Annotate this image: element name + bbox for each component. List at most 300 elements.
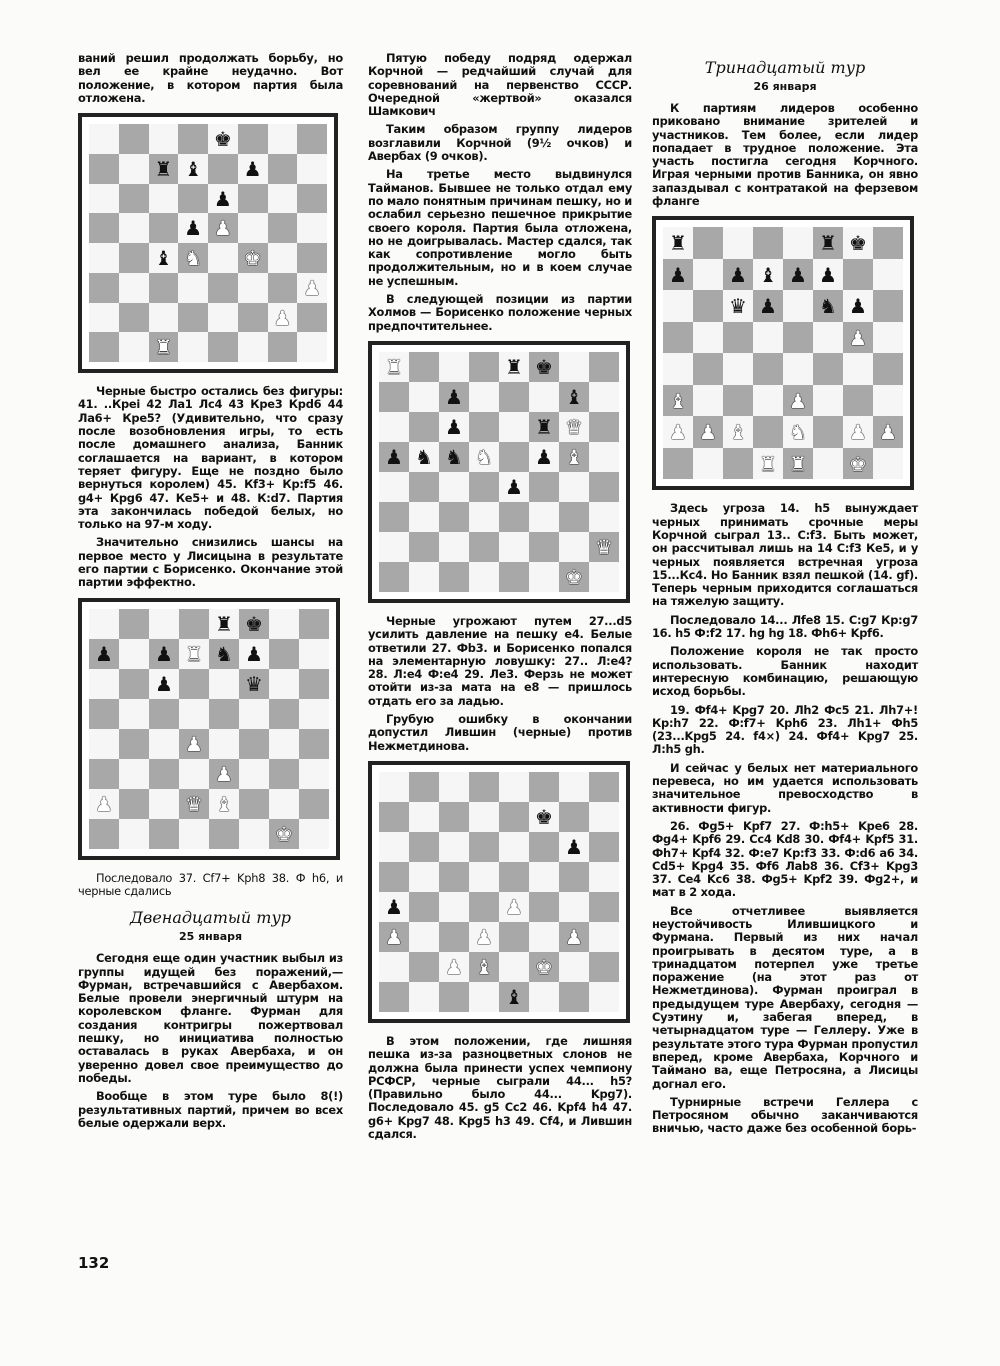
board-square (813, 448, 843, 480)
board-square (723, 385, 753, 417)
board-square (873, 353, 903, 385)
board-square (693, 259, 723, 291)
board-square (723, 448, 753, 480)
chess-diagram (368, 761, 630, 1023)
board-square (149, 154, 179, 184)
board-square (209, 699, 239, 729)
board-square (238, 154, 268, 184)
board-square (297, 184, 327, 214)
board-square (119, 759, 149, 789)
board-square (299, 669, 329, 699)
board-square (89, 213, 119, 243)
chess-piece-icon: ♜ (385, 354, 403, 379)
board-square (409, 772, 439, 802)
board-square (663, 290, 693, 322)
board-square (89, 184, 119, 214)
board-square (297, 303, 327, 333)
board-square (589, 922, 619, 952)
board-square (783, 353, 813, 385)
board-square (693, 322, 723, 354)
board-square (469, 982, 499, 1012)
board-square (589, 472, 619, 502)
chess-piece-icon: ♟ (475, 924, 493, 949)
chess-piece-icon: ♚ (275, 821, 293, 846)
board-square (239, 639, 269, 669)
board-square (268, 303, 298, 333)
board-square (149, 669, 179, 699)
board-square (469, 892, 499, 922)
board-square (439, 862, 469, 892)
chess-piece-icon: ♟ (565, 924, 583, 949)
board-square (693, 448, 723, 480)
board-square (238, 273, 268, 303)
board-square (559, 562, 589, 592)
chess-piece-icon: ♟ (385, 924, 403, 949)
board-square (693, 290, 723, 322)
section-title: Двенадцатый тур (130, 908, 291, 928)
board-square (89, 819, 119, 849)
chess-piece-icon: ♟ (505, 894, 523, 919)
board-square (559, 832, 589, 862)
chess-piece-icon: ♟ (849, 294, 867, 319)
board-square (178, 184, 208, 214)
board-square (409, 562, 439, 592)
board-square (559, 862, 589, 892)
chess-piece-icon: ♟ (879, 420, 897, 445)
chess-piece-icon: ♟ (505, 474, 523, 499)
chess-piece-icon: ♟ (243, 156, 262, 181)
board-square (379, 352, 409, 382)
chess-piece-icon: ♟ (213, 216, 232, 241)
board-square (499, 382, 529, 412)
board-square (268, 154, 298, 184)
chess-piece-icon: ♟ (759, 294, 777, 319)
chess-piece-icon: ♜ (185, 641, 203, 666)
board-square (439, 922, 469, 952)
column-1 (78, 52, 343, 1135)
board-square (208, 303, 238, 333)
chess-piece-icon: ♟ (445, 954, 463, 979)
paragraph: Черные быстро остались без фигуры: 41. ..Креі 42 Ла1 Лс4 43 Кре3 Крd6 44 Ла6+ Кре5? (Удивительно, что сразу после возобновления игры, то есть после домашнего анализа, Банник соглашается на вариант, в котором теряет фигуру. Еще не поздно было вернуться королем) 45. Кf3+ Кр:f5 46. g4+ Крg6 47. Ке5+ и 48. К:d7. Партия эта закончилась победой белых, но только на 97-м ходу. (78, 384, 343, 532)
board-square (559, 472, 589, 502)
board-square (589, 802, 619, 832)
board-square (529, 532, 559, 562)
board-square (299, 639, 329, 669)
board-square (238, 213, 268, 243)
board-square (559, 532, 589, 562)
board-square (529, 472, 559, 502)
board-square (239, 609, 269, 639)
board-square (873, 227, 903, 259)
paragraph: Таким образом группу лидеров возглавили Корчной (9½ очков) и Авербах (9 очков). (368, 122, 632, 164)
board-square (783, 227, 813, 259)
chess-piece-icon: ♟ (273, 305, 292, 330)
chess-piece-icon: ♛ (729, 294, 747, 319)
chess-piece-icon: ♟ (385, 894, 403, 919)
board-square (209, 759, 239, 789)
board-square (89, 124, 119, 154)
board-square (297, 273, 327, 303)
board-square (439, 352, 469, 382)
board-square (529, 892, 559, 922)
board-square (297, 332, 327, 362)
chess-piece-icon: ♝ (729, 420, 747, 445)
board-square (589, 952, 619, 982)
board-square (89, 609, 119, 639)
chess-piece-icon: ♝ (759, 262, 777, 287)
chess-piece-icon: ♚ (535, 954, 553, 979)
board-square (529, 502, 559, 532)
board-square (208, 243, 238, 273)
chess-piece-icon: ♟ (185, 731, 203, 756)
chess-piece-icon: ♚ (213, 127, 232, 152)
paragraph: Черные угрожают путем 27...d5 усилить давление на пешку е4. Белые ответили 27. Фb3. и Борисенко попался на элементарную ловушку: 27.. Л:е4? 28. Л:е4 Ф:е4 29. Ле3. Ферзь не может отойти из-за мата на е8 — пришлось отдать его за ладью. (368, 613, 632, 708)
chess-piece-icon: ♝ (154, 246, 173, 271)
chess-piece-icon: ♛ (595, 534, 613, 559)
chess-piece-icon: ♟ (445, 384, 463, 409)
board-square (589, 832, 619, 862)
board-square (589, 982, 619, 1012)
board-square (499, 802, 529, 832)
column-3 (652, 52, 918, 1141)
board-square (873, 385, 903, 417)
chess-piece-icon: ♜ (819, 231, 837, 256)
board-square (529, 832, 559, 862)
board-square (178, 124, 208, 154)
board-square (439, 502, 469, 532)
board-square (559, 442, 589, 472)
board-square (89, 669, 119, 699)
board-square (559, 952, 589, 982)
board-square (238, 243, 268, 273)
board-square (119, 639, 149, 669)
chess-piece-icon: ♟ (669, 420, 687, 445)
board-square (179, 789, 209, 819)
chess-piece-icon: ♟ (155, 671, 173, 696)
board-square (409, 442, 439, 472)
board-square (439, 382, 469, 412)
paragraph: Все отчетливее выявляется неустойчивость Илившицкого и Фурмана. Первый из них начал проигрывать в десятом туре, а в тринадцатом потерпел уже третье поражение (на этот раз от Нежметдинова). Фурман проиграл в предыдущем туре Авербаху, сегодня — Суэтину и, забегая вперед, в четырнадцатом туре — Геллеру. Уже в результате этого тура Фурман пропустил вперед, кроме Авербаха, Корчного и Таймано ва, еще Петросяна, а Лисицы догнал его. (652, 903, 918, 1091)
board-square (589, 442, 619, 472)
chess-piece-icon: ♞ (475, 444, 493, 469)
board-square (753, 290, 783, 322)
board-square (297, 213, 327, 243)
board-square (239, 819, 269, 849)
board-square (297, 154, 327, 184)
board-square (297, 124, 327, 154)
chess-piece-icon: ♟ (849, 420, 867, 445)
board-square (149, 124, 179, 154)
board-square (499, 922, 529, 952)
board-square (299, 759, 329, 789)
board-square (299, 819, 329, 849)
board-square (119, 303, 149, 333)
board-square (753, 416, 783, 448)
paragraph: ваний решил продолжать борьбу, но вел ее крайне неудачно. Вот положение, в котором партия была отложена. (78, 51, 343, 105)
chess-piece-icon: ♟ (95, 641, 113, 666)
board-square (589, 532, 619, 562)
board-square (208, 332, 238, 362)
chess-piece-icon: ♟ (303, 275, 322, 300)
board-square (179, 699, 209, 729)
board-square (843, 448, 873, 480)
chess-piece-icon: ♟ (789, 388, 807, 413)
board-square (268, 184, 298, 214)
board-square (379, 502, 409, 532)
board-square (239, 759, 269, 789)
board-square (379, 832, 409, 862)
board-square (723, 322, 753, 354)
board-square (269, 639, 299, 669)
paragraph: 19. Фf4+ Kpg7 20. Лh2 Фc5 21. Лh7+! Кр:h7 22. Ф:f7+ Kph6 23. Лh1+ Фh5 (23...Kpg5 24. f4×) 24. Фf4+ Kpg7 25. Л:h5 gh. (652, 702, 918, 757)
board-square (783, 416, 813, 448)
board-square (119, 154, 149, 184)
board-square (529, 382, 559, 412)
board-square (89, 303, 119, 333)
board-square (873, 416, 903, 448)
chess-piece-icon: ♟ (213, 186, 232, 211)
board-square (149, 213, 179, 243)
chess-piece-icon: ♚ (849, 451, 867, 476)
board-square (559, 982, 589, 1012)
paragraph: Последовало 14... Лfe8 15. С:g7 Кр:g7 16. h5 Ф:f2 17. hg hg 18. Фh6+ Kpf6. (652, 612, 918, 641)
board-square (119, 273, 149, 303)
board-square (783, 290, 813, 322)
chess-piece-icon: ♝ (215, 791, 233, 816)
chess-piece-icon: ♜ (789, 451, 807, 476)
board-square (663, 259, 693, 291)
board-square (379, 412, 409, 442)
board-square (119, 184, 149, 214)
board-square (179, 609, 209, 639)
board-square (149, 789, 179, 819)
board-square (469, 772, 499, 802)
board-square (409, 352, 439, 382)
board-square (178, 243, 208, 273)
board-square (589, 382, 619, 412)
chess-piece-icon: ♚ (243, 246, 262, 271)
board-square (299, 729, 329, 759)
chess-piece-icon: ♟ (445, 414, 463, 439)
board-square (119, 789, 149, 819)
paragraph: В этом положении, где лишняя пешка из-за разноцветных слонов не должна была принести успех чемпиону РСФСР, черные сыграли 44... h5? (Правильно было 44... Kpg7). Последовало 45. g5 Cc2 46. Kpf4 h4 47. g6+ Kpg7 48. Kpg5 h3 49. Cf4, и Лившин сдался. (368, 1033, 632, 1141)
board-square (469, 502, 499, 532)
board-square (178, 303, 208, 333)
board-square (469, 802, 499, 832)
chess-piece-icon: ♝ (565, 384, 583, 409)
paragraph: Вообще в этом туре было 8(!) результативных партий, причем во всех белые одержали верх. (78, 1089, 343, 1130)
board-square (753, 259, 783, 291)
chess-diagram (78, 598, 340, 860)
board-square (753, 385, 783, 417)
board-square (299, 789, 329, 819)
board-square (723, 227, 753, 259)
board-square (813, 259, 843, 291)
section-date: 26 января (753, 80, 817, 93)
chess-piece-icon: ♜ (215, 611, 233, 636)
board-square (149, 609, 179, 639)
board-square (119, 819, 149, 849)
board-square (873, 448, 903, 480)
board-square (409, 832, 439, 862)
paragraph: Последовало 37. Cf7+ Kph8 38. Ф h6, и черные сдались (78, 870, 343, 898)
board-square (119, 699, 149, 729)
board-square (529, 862, 559, 892)
chess-diagram (368, 341, 630, 603)
board-square (89, 699, 119, 729)
board-square (753, 448, 783, 480)
board-square (529, 562, 559, 592)
board-square (209, 789, 239, 819)
board-square (439, 532, 469, 562)
board-square (439, 412, 469, 442)
board-square (209, 609, 239, 639)
board-square (843, 416, 873, 448)
board-square (663, 353, 693, 385)
board-square (179, 819, 209, 849)
paragraph: И сейчас у белых нет материального перевеса, но им удается использовать значительное превосходство в активности фигур. (652, 760, 918, 815)
page-number: 132 (78, 1254, 110, 1272)
board-square (873, 290, 903, 322)
board-square (379, 442, 409, 472)
board-square (299, 609, 329, 639)
paragraph: К партиям лидеров особенно приковано внимание зрителей и участников. Тем более, если лидер попадает в трудное положение. Эта участь постигла сегодня Корчного. Играя черными против Банника, он явно запаздывал с контратакой на ферзевом фланге (652, 101, 918, 209)
board-square (149, 729, 179, 759)
board-square (89, 789, 119, 819)
board-square (409, 922, 439, 952)
chess-piece-icon: ♟ (535, 444, 553, 469)
board-square (439, 952, 469, 982)
board-square (693, 227, 723, 259)
board-square (409, 802, 439, 832)
board-square (499, 892, 529, 922)
board-square (209, 639, 239, 669)
board-square (469, 382, 499, 412)
board-square (409, 472, 439, 502)
board-square (89, 729, 119, 759)
board-square (559, 352, 589, 382)
board-square (813, 290, 843, 322)
board-square (723, 353, 753, 385)
board-square (149, 639, 179, 669)
board-square (178, 332, 208, 362)
board-square (469, 922, 499, 952)
board-square (379, 892, 409, 922)
board-square (409, 412, 439, 442)
board-square (469, 442, 499, 472)
chess-piece-icon: ♟ (95, 791, 113, 816)
board-square (119, 213, 149, 243)
board-square (269, 759, 299, 789)
board-square (753, 227, 783, 259)
board-square (238, 184, 268, 214)
board-square (693, 353, 723, 385)
board-square (813, 227, 843, 259)
board-square (469, 862, 499, 892)
chess-piece-icon: ♟ (699, 420, 717, 445)
chess-diagram (78, 113, 338, 373)
board-square (723, 290, 753, 322)
board-square (499, 832, 529, 862)
paragraph: Сегодня еще один участник выбыл из группы идущей без поражений,— Фурман, встречавшийся с Авербахом. Белые провели энергичный штурм на королевском фланге. Фурман для создания контригры пожертвовал пешку, но инициатива полностью оставалась в руках Авербаха, и он уверенно довел свое преимущество до победы. (78, 951, 343, 1085)
chess-piece-icon: ♟ (565, 834, 583, 859)
board-square (439, 772, 469, 802)
board-square (439, 982, 469, 1012)
board-square (209, 669, 239, 699)
chess-piece-icon: ♚ (565, 564, 583, 589)
paragraph: Здесь угроза 14. h5 вынуждает черных принимать срочные меры Корчной сыграл 13.. С:f3. Быть может, он рассчитывал лишь на 14 С:f3 Ке5, и у черных появляется встречная угроза 15...Кс4. Но Банник взял пешкой (14. gf). Теперь черным приходится соглашаться на тяжелую защиту. (652, 501, 918, 609)
chess-piece-icon: ♞ (789, 420, 807, 445)
chess-piece-icon: ♚ (535, 354, 553, 379)
chess-piece-icon: ♚ (849, 231, 867, 256)
chess-piece-icon: ♛ (565, 414, 583, 439)
chess-piece-icon: ♟ (789, 262, 807, 287)
board-square (529, 442, 559, 472)
chess-piece-icon: ♜ (505, 354, 523, 379)
board-square (589, 862, 619, 892)
board-square (179, 759, 209, 789)
board-square (409, 892, 439, 922)
board-square (239, 699, 269, 729)
board-square (693, 385, 723, 417)
board-square (783, 385, 813, 417)
board-square (499, 772, 529, 802)
board-square (589, 502, 619, 532)
board-square (268, 273, 298, 303)
board-square (439, 802, 469, 832)
board-square (663, 385, 693, 417)
board-square (409, 952, 439, 982)
board-square (873, 259, 903, 291)
chess-piece-icon: ♜ (759, 451, 777, 476)
chess-piece-icon: ♜ (154, 156, 173, 181)
paragraph: В следующей позиции из партии Холмов — Борисенко положение черных предпочтительнее. (368, 292, 632, 333)
board-square (783, 322, 813, 354)
board-square (379, 802, 409, 832)
board-square (439, 442, 469, 472)
chess-piece-icon: ♟ (729, 262, 747, 287)
chess-piece-icon: ♞ (184, 246, 203, 271)
board-square (499, 532, 529, 562)
board-square (499, 472, 529, 502)
board-square (379, 862, 409, 892)
board-square (529, 772, 559, 802)
board-square (843, 385, 873, 417)
board-square (149, 303, 179, 333)
section-date: 25 января (178, 930, 243, 944)
board-square (783, 448, 813, 480)
board-square (663, 322, 693, 354)
chess-piece-icon: ♞ (415, 444, 433, 469)
chess-piece-icon: ♜ (669, 231, 687, 256)
board-square (469, 562, 499, 592)
board-square (409, 982, 439, 1012)
chess-piece-icon: ♝ (565, 444, 583, 469)
board-square (469, 532, 499, 562)
board-square (149, 273, 179, 303)
board-square (379, 772, 409, 802)
board-square (529, 982, 559, 1012)
board-square (723, 416, 753, 448)
chess-piece-icon: ♟ (245, 641, 263, 666)
board-square (559, 502, 589, 532)
board-square (179, 669, 209, 699)
board-square (208, 124, 238, 154)
board-square (269, 699, 299, 729)
board-square (379, 922, 409, 952)
board-square (119, 332, 149, 362)
board-square (208, 154, 238, 184)
